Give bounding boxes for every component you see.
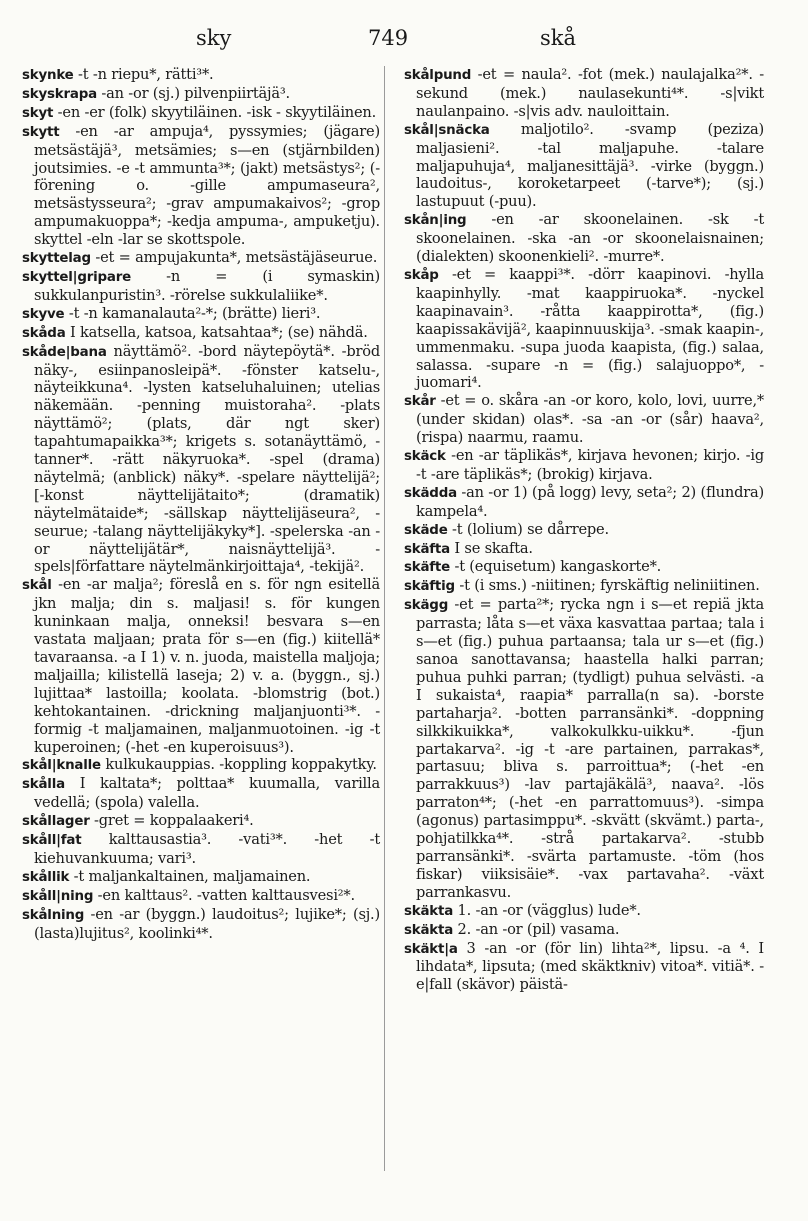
entry-headword: skån|ing (404, 213, 467, 229)
dictionary-entry (404, 484, 764, 521)
left-column (22, 66, 380, 943)
entry-definition: -en -ar (byggn.) laudoitus²; lujike*; (sj.) (lasta)lujitus², koolinki⁴*. (34, 905, 380, 942)
entry-headword: skäftig (404, 579, 455, 595)
entry-definition: -et = kaappi³*. -dörr kaapinovi. -hylla kaapinhylly. -mat kaappiruoka*. -nyckel kaapinavain³. -råtta kaappirotta*, (fig.) kaapissakävijä², kaapinnuuskija³. -smak kaapin-, ummenmaku. -supa juoda kaapista, (fig.) salaa, salassa. -supare -n = (fig.) salajuoppo*, -juomari⁴. (416, 265, 765, 392)
dictionary-entry (22, 268, 380, 305)
entry-definition: -t maljankaltainen, maljamainen. (69, 867, 311, 885)
entry-definition: -en -ar skoonelainen. -sk -t skoonelainen. -ska -an -or skoonelaisnainen; (dialekten) skoonenkieli². -murre*. (416, 211, 764, 266)
entry-headword: skäfta (404, 541, 450, 557)
entry-definition: -t (lolium) se dårrepe. (447, 520, 609, 538)
dictionary-entry (22, 868, 380, 887)
page-header (0, 26, 808, 56)
entry-headword: skäfte (404, 560, 451, 576)
dictionary-entry (22, 305, 380, 324)
entry-definition: kalttausastia³. -vati³*. -het -t kiehuvankuuma; vari³. (34, 831, 380, 867)
entry-definition: näyttämö². -bord näytepöytä*. -bröd näky-, esiinpanosleipä*. -fönster katselu-, näyteikkuna⁴. -lysten katseluhaluinen; utelias näkemään. -penning muistoraha². -plats näyttämö²; (plats, där ngt sker) tapahtumapaikka³*; krigets s. sotanäyttämö, -tanner*. -rätt näkyruoka*. -spel (drama) näytelmä; (anblick) näky*. -spelare näyttelijä²; [-konst näyttelijätaito*; (dramatik) näytelmätaide*; -sällskap näyttelijäseura², -seurue; -talang näyttelijäkyky*]. -spelerska -an -or näyttelijätär*, naisnäyttelijä³. -spels|författare näytelmänkirjoittaja⁴, -tekijä². (34, 342, 380, 576)
entry-definition: -en -ar malja²; föreslå en s. för ngn esitellä jkn malja; din s. maljasi! s. för kungen kuninkaan malja, onneksi! besvara s—en vastata maljaan; prata för s—en (fig.) kiitellä* tavaraansa. -a I 1) v. n. juoda, maistella maljoja; maljailla; kilistellä laseja; 2) v. a. (byggn., sj.) lujittaa* lastoilla; koolata. -blomstrig (bot.) kehtokantainen. -drickning maljanjuonti³*. -formig -t maljamainen, maljanmuotoinen. -ig -t kuperoinen; (-het -en kuperoisuus³). (34, 576, 380, 756)
entry-definition: -t -n riepu*, rätti³*. (73, 66, 214, 83)
entry-headword: skålla (22, 777, 65, 793)
dictionary-entry (22, 85, 380, 104)
right-column (404, 66, 764, 994)
entry-definition: -en kalttaus². -vatten kalttausvesi²*. (93, 886, 355, 904)
dictionary-entry (404, 540, 764, 559)
column-divider (384, 66, 385, 1171)
entry-definition: -gret = koppalaakeri⁴. (89, 812, 254, 830)
dictionary-entry (22, 66, 380, 85)
entry-definition: I katsella, katsoa, katsahtaa*; (se) nähdä. (65, 323, 368, 341)
dictionary-entry (404, 266, 764, 392)
dictionary-entry (22, 756, 380, 775)
entry-headword: skädda (404, 485, 457, 501)
left-guide-word: sky (196, 26, 232, 50)
entry-definition: -et = o. skåra -an -or koro, kolo, lovi, uurre,* (under skidan) olas*. -sa -an -or (sår) haava², (rispa) naarmu, raamu. (416, 392, 764, 447)
entry-definition: -an -or 1) (på logg) levy, seta²; 2) (flundra) kampela⁴. (416, 483, 764, 520)
entry-headword: skyttelag (22, 251, 91, 267)
entry-headword: skynke (22, 68, 74, 83)
dictionary-entry (22, 249, 380, 268)
entry-headword: skåda (22, 325, 66, 341)
entry-definition: -n = (i symaskin) sukkulanpuristin³. -rörelse sukkulaliike*. (34, 267, 380, 304)
dictionary-entry (22, 576, 380, 756)
dictionary-entry (22, 887, 380, 906)
entry-definition: -en -ar täplikäs*, kirjava hevonen; kirjo. -ig -t -are täplikäs*; (brokig) kirjava. (416, 447, 764, 483)
entry-definition: -t (equisetum) kangaskorte*. (450, 558, 662, 576)
entry-headword: skål|knalle (22, 758, 101, 774)
entry-headword: skåll|fat (22, 833, 82, 849)
entry-headword: skyttel|gripare (22, 269, 132, 285)
dictionary-entry (404, 596, 764, 901)
dictionary-entry (404, 392, 764, 447)
entry-headword: skäkta (404, 922, 454, 938)
dictionary-entry (22, 775, 380, 812)
entry-definition: -et = naula². -fot (mek.) naulajalka²*. -sekund (mek.) naulasekunti⁴*. -s|vikt naulanpaino. -s|vis adv. nauloittain. (416, 66, 764, 120)
entry-headword: skäkt|a (404, 941, 458, 957)
entry-headword: skåde|bana (22, 344, 107, 360)
entry-headword: skäkta (404, 903, 454, 919)
entry-definition: -t -n kamanalauta²-*; (brätte) lieri³. (64, 304, 321, 322)
entry-definition: -et = parta²*; rycka ngn i s—et repiä jkta parrasta; låta s—et växa kasvattaa partaa; tala i s—et (fig.) puhua partaansa; tala ur s—et (fig.) sanoa sanottavansa; haastella halki parran; puhua puhki parran; (tydligt) puhua selvästi. -a I sukaista⁴, raapia* parralla(n sa). -borste partaharja². -botten parransänki*. -doppning silkkikuikka*, valkokulkku-uikku*. -fjun partakarva². -ig -t -are partainen, parrakas*, partasuu; bliva s. parroittua*; (-het -en parrakkuus³) -lav partajäkälä³, naava². -lös parraton⁴*; (-het -en parrattomuus³). -simpa (agonus) partasimppu*. -skvätt (skvämt.) parta-, pohjatilkka⁴*. -strå partakarva². -stubb parransänki*. -svärta partamuste. -töm (hos fiskar) viiksisäie*. -vax partavaha². -växt parrankasvu. (416, 596, 764, 901)
dictionary-entry (404, 211, 764, 266)
entry-headword: skytt (22, 124, 60, 140)
entry-headword: skår (404, 394, 436, 410)
entry-definition: 2. -an -or (pil) vasama. (453, 920, 620, 938)
dictionary-entry (404, 558, 764, 577)
dictionary-entry (22, 906, 380, 943)
entry-definition: -en -ar ampuja⁴, pyssymies; (jägare) metsästäjä³, metsämies; s—en (stjärnbilden) joutsimies. -e -t ammunta³*; (jakt) metsästys²; (-förening o. -gille ampumaseura², metsästysseura²; -grav ampumakaivos²; -grop ampumakuoppa*; -kedja ampuma-, ampuketju). skyttel -eln -lar se skottspole. (34, 122, 380, 249)
entry-headword: skållik (22, 869, 70, 885)
entry-headword: skål|snäcka (404, 122, 490, 138)
dictionary-entry (404, 66, 764, 121)
entry-definition: maljotilo². -svamp (peziza) maljasieni². -tal maljapuhe. -talare maljapuhuja⁴, maljanesittäjä³. -virke (byggn.) laudoitus-, koroketarpeet (-tarve*); (sj.) lastupuut (-puu). (416, 120, 764, 211)
entry-definition: -et = ampujakunta*, metsästäjäseurue. (90, 249, 378, 267)
page-number: 749 (368, 26, 409, 50)
entry-headword: skägg (404, 598, 449, 614)
entry-headword: skyve (22, 306, 65, 322)
entry-headword: skäde (404, 522, 448, 538)
entry-headword: skåp (404, 267, 439, 283)
dictionary-entry (404, 902, 764, 921)
entry-definition: I kaltata*; polttaa* kuumalla, varilla vedellä; (spola) valella. (34, 775, 380, 812)
dictionary-entry (404, 121, 764, 212)
dictionary-entry (22, 123, 380, 249)
dictionary-entry (404, 940, 764, 995)
entry-headword: skyskrapa (22, 86, 97, 102)
entry-definition: kulkukauppias. -koppling koppakytky. (100, 756, 377, 774)
dictionary-entry (22, 812, 380, 831)
entry-headword: skållager (22, 814, 90, 830)
entry-headword: skåll|ning (22, 888, 94, 904)
entry-headword: skålpund (404, 68, 472, 83)
entry-definition: -an -or (sj.) pilvenpiirtäjä³. (96, 84, 290, 102)
right-guide-word: skå (540, 26, 577, 50)
dictionary-entry (22, 343, 380, 577)
dictionary-entry (404, 921, 764, 940)
entry-headword: skyt (22, 105, 54, 121)
entry-headword: skål (22, 578, 52, 594)
dictionary-entry (404, 521, 764, 540)
entry-definition: 1. -an -or (vägglus) lude*. (453, 901, 641, 919)
entry-definition: I se skafta. (449, 539, 533, 557)
dictionary-entry (404, 447, 764, 484)
entry-definition: -t (i sms.) -niitinen; fyrskäftig neliniitinen. (454, 577, 760, 595)
dictionary-entry (22, 831, 380, 868)
entry-headword: skålning (22, 907, 85, 923)
entry-definition: 3 -an -or (för lin) lihta²*, lipsu. -a ⁴. I lihdata*, lipsuta; (med skäktkniv) vitoa*. vitiä*. -e|fall (skävor) päistä- (416, 939, 764, 994)
dictionary-entry (22, 104, 380, 123)
entry-headword: skäck (404, 449, 446, 465)
dictionary-entry (404, 577, 764, 596)
dictionary-entry (22, 324, 380, 343)
entry-definition: -en -er (folk) skyytiläinen. -isk - skyytiläinen. (53, 103, 377, 121)
